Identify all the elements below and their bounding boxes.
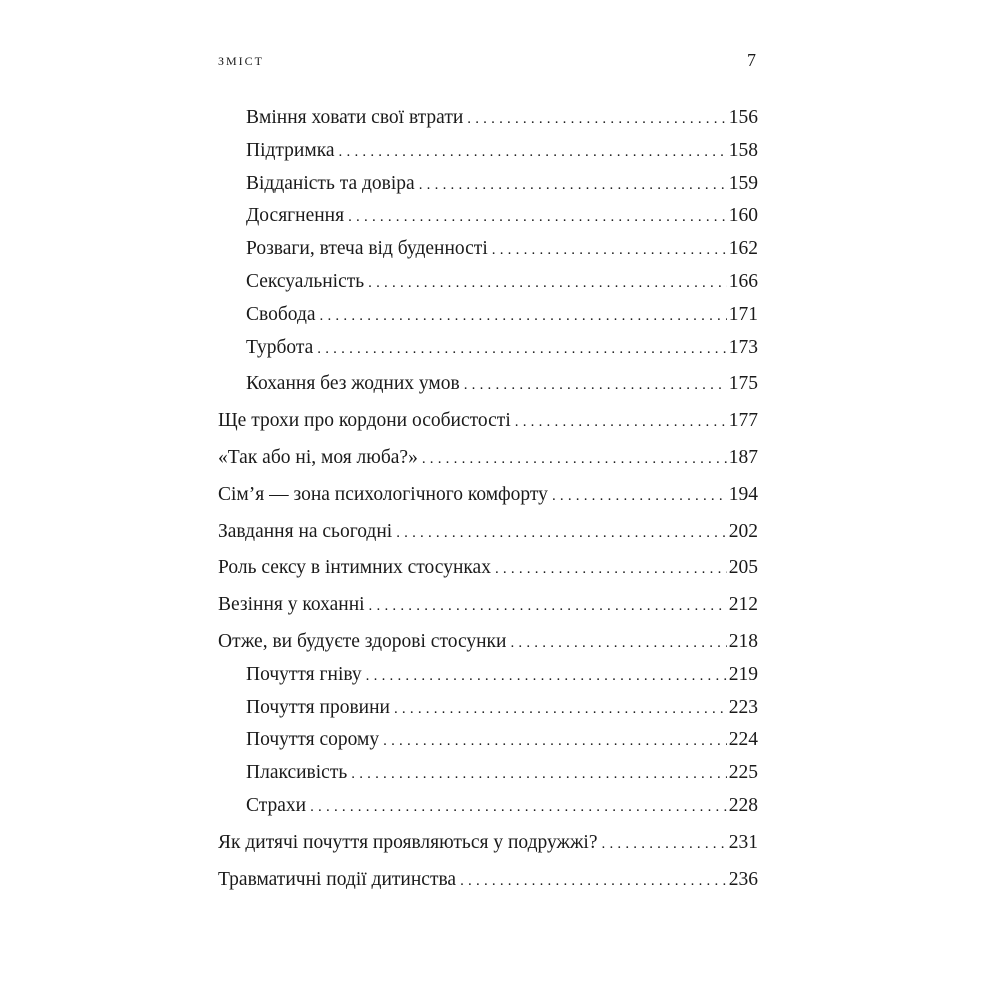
dot-leader [419,169,727,202]
dot-leader [464,369,727,402]
toc-entry [218,692,758,725]
dot-leader [602,828,727,861]
toc-entry [218,299,758,332]
toc-entry-title: Відданість та довіра [246,172,415,194]
dot-leader [552,480,727,513]
toc-entry [218,405,758,438]
toc-entry-page: 175 [728,373,758,395]
toc-entry [218,757,758,790]
dot-leader [368,267,727,300]
toc-entry [218,233,758,266]
dot-leader [310,791,727,824]
toc-entry-page: 159 [728,172,758,194]
toc-entry [218,368,758,401]
dot-leader [492,234,727,267]
toc-entry-title: «Так або ні, моя люба?» [218,446,418,468]
toc-entry-title: Почуття сорому [246,729,380,751]
toc-entry-page: 173 [728,336,758,358]
toc-entry-title: Розваги, втеча від буденності [246,238,488,260]
toc-entry-title: Роль сексу в інтимних стосунках [218,557,491,579]
dot-leader [366,660,727,693]
toc-entry-page: 194 [728,483,758,505]
toc-entry [218,135,758,168]
toc-entry-page: 205 [728,557,758,579]
toc-entry-page: 236 [728,868,758,890]
toc-entry [218,200,758,233]
toc-entry-title: Вміння ховати свої втрати [246,107,464,128]
toc-entry [218,626,758,659]
dot-leader [317,333,726,366]
dot-leader [339,136,727,169]
toc-entry [218,332,758,365]
toc-entry-page: 187 [728,446,758,468]
toc-entry [218,589,758,622]
toc-entry-page: 231 [728,831,758,853]
toc-entry [218,442,758,475]
dot-leader [320,300,727,333]
dot-leader [383,725,727,758]
toc-entry [218,479,758,512]
dot-leader [348,201,727,234]
toc-entry-page: 219 [728,663,758,685]
toc-entry-title: Підтримка [246,139,335,161]
dot-leader [460,865,727,898]
dot-leader [515,406,727,439]
dot-leader [394,693,727,726]
toc-entry [218,864,758,897]
toc-entry-title: Отже, ви будуєте здорові стосунки [218,630,507,652]
running-header [218,52,756,72]
toc-entry-title: Плаксивість [246,762,348,784]
dot-leader [467,103,726,136]
table-of-contents [218,102,758,896]
toc-entry-page: 212 [728,594,758,616]
toc-entry-title: Завдання на сьогодні [218,520,393,542]
dot-leader [369,590,727,623]
toc-entry-title: Везіння у коханні [218,594,365,616]
toc-entry-title: Сексуальність [246,270,365,292]
toc-entry-title: Турбота [246,336,314,358]
toc-entry-page: 171 [728,303,758,325]
dot-leader [422,443,727,476]
dot-leader [351,758,727,791]
toc-entry-title: Сім’я — зона психологічного комфорту [218,483,548,505]
running-title: ЗМІСТ [218,54,265,68]
toc-entry-page: 177 [728,410,758,432]
toc-entry [218,552,758,585]
toc-entry [218,168,758,201]
dot-leader [495,553,727,586]
toc-entry [218,266,758,299]
dot-leader [510,627,726,660]
toc-entry [218,827,758,860]
toc-entry [218,790,758,823]
toc-entry-title: Почуття гніву [246,663,362,685]
page-number: 7 [747,50,756,70]
toc-entry [218,659,758,692]
toc-entry-title: Кохання без жодних умов [246,373,460,395]
toc-entry [218,516,758,549]
toc-entry-title: Свобода [246,303,316,325]
toc-entry [218,724,758,757]
toc-entry-page: 160 [728,205,758,227]
toc-entry-page: 202 [728,520,758,542]
toc-entry-title: Ще трохи про кордони особистості [218,410,511,432]
toc-entry-page: 224 [728,729,758,751]
toc-entry-page: 158 [728,139,758,161]
toc-entry-title: Як дитячі почуття проявляються у подружжі? [218,831,598,853]
toc-entry-title: Травматичні події дитинства [218,868,457,890]
toc-entry-page: 228 [728,794,758,816]
toc-entry-page: 223 [728,696,758,718]
dot-leader [396,517,727,550]
toc-entry-page: 166 [728,270,758,292]
toc-entry-title: Почуття провини [246,696,390,718]
toc-entry-title: Страхи [246,794,307,816]
toc-entry-page: 156 [728,107,758,128]
toc-entry [218,102,758,135]
toc-entry-page: 162 [728,238,758,260]
toc-entry-page: 225 [728,762,758,784]
toc-entry-title: Досягнення [246,205,345,227]
toc-entry-page: 218 [728,630,758,652]
